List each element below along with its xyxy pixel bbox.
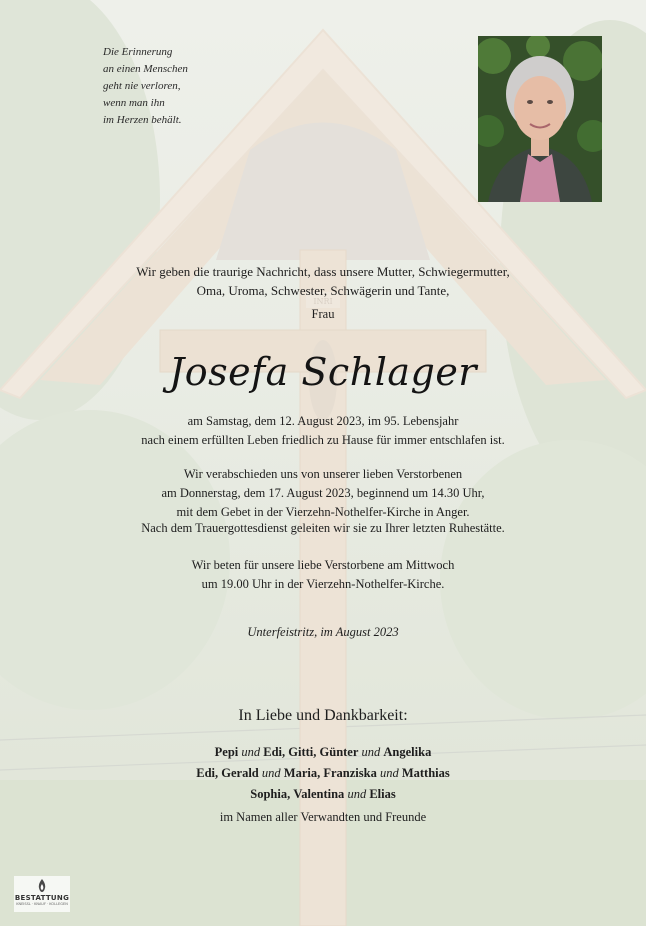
family-line-2: Edi, Gerald und Maria, Franziska und Matthias bbox=[196, 766, 450, 780]
passing-line: nach einem erfüllten Leben friedlich zu Hause für immer entschlafen ist. bbox=[141, 433, 505, 447]
cross-inscription: INRI bbox=[313, 297, 333, 306]
family-line-3: Sophia, Valentina und Elias bbox=[250, 787, 396, 801]
funeral-home-logo bbox=[14, 876, 70, 912]
funeral-line: mit dem Gebet in der Vierzehn-Nothelfer-Kirche in Anger. bbox=[176, 505, 470, 519]
intro-line: Wir geben die traurige Nachricht, dass unsere Mutter, Schwiegermutter, bbox=[136, 264, 510, 279]
intro-line: Oma, Uroma, Schwester, Schwägerin und Tante, bbox=[196, 283, 450, 298]
quote-line: an einen Menschen bbox=[103, 63, 188, 75]
thanks-heading: In Liebe und Dankbarkeit: bbox=[238, 707, 408, 724]
prayer-line: Wir beten für unsere liebe Verstorbene am Mittwoch bbox=[191, 558, 455, 572]
quote-line: im Herzen behält. bbox=[103, 114, 182, 126]
family-list bbox=[0, 742, 646, 805]
logo-name: BESTATTUNG bbox=[14, 894, 70, 902]
funeral-details bbox=[0, 465, 646, 522]
funeral-line: Wir verabschieden uns von unserer lieben Verstorbenen bbox=[183, 467, 463, 481]
quote-line: Die Erinnerung bbox=[103, 46, 173, 58]
family-line-1: Pepi und Edi, Gitti, Günter und Angelika bbox=[214, 745, 432, 759]
quote-line: geht nie verloren, bbox=[103, 80, 181, 92]
place-date: Unterfeistritz, im August 2023 bbox=[247, 625, 399, 639]
flame-icon bbox=[37, 879, 47, 893]
prayer-line: um 19.00 Uhr in der Vierzehn-Nothelfer-Kirche. bbox=[201, 577, 445, 591]
closing-line: im Namen aller Verwandten und Freunde bbox=[219, 810, 427, 824]
honorific: Frau bbox=[311, 307, 335, 321]
prayer-details bbox=[0, 556, 646, 594]
funeral-line: am Donnerstag, dem 17. August 2023, beginnend um 14.30 Uhr, bbox=[161, 486, 485, 500]
logo-subtitle: KNEISSL · KNAUF · KOLLEGEN bbox=[16, 902, 68, 906]
portrait-photo bbox=[478, 36, 602, 202]
memorial-quote bbox=[103, 44, 263, 129]
deceased-name: Josefa Schlager bbox=[169, 350, 477, 394]
announcement-intro bbox=[0, 262, 646, 300]
burial-details: Nach dem Trauergottesdienst geleiten wir sie zu Ihrer letzten Ruhestätte. bbox=[141, 521, 505, 535]
passing-line: am Samstag, dem 12. August 2023, im 95. Lebensjahr bbox=[187, 414, 459, 428]
quote-line: wenn man ihn bbox=[103, 97, 165, 109]
passing-details bbox=[0, 412, 646, 450]
